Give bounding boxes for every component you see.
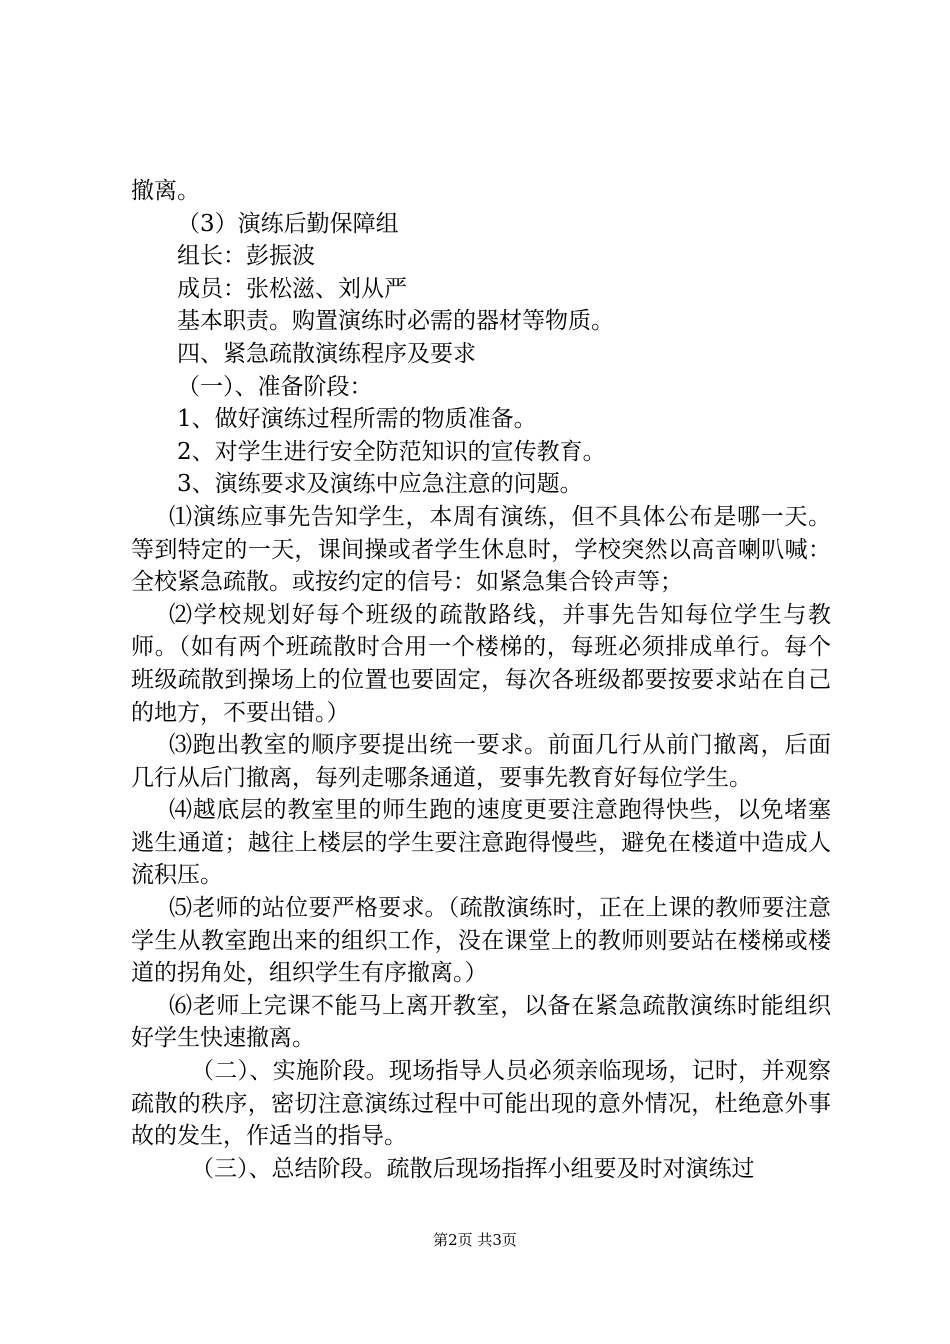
requirement-5: ⑸老师的站位要严格要求。（疏散演练时，正在上课的教师要注意学生从教室跑出来的组织工作，没在课堂上的教师则要站在楼梯或楼道的拐角处，组织学生有序撤离。）: [131, 895, 831, 987]
requirement-1: ⑴演练应事先告知学生，本周有演练，但不具体公布是哪一天。等到特定的一天，课间操或者学生休息时，学校突然以高音喇叭喊：全校紧急疏散。或按约定的信号：如紧急集合铃声等；: [131, 503, 831, 596]
paragraph-logistics-group-heading: （3）演练后勤保障组: [177, 210, 399, 237]
paragraph-continuation: 撤离。: [131, 178, 200, 204]
list-item-2: 2、对学生进行安全防范知识的宣传教育。: [177, 438, 606, 465]
paragraph-group-leader: 组长：彭振波: [177, 243, 315, 270]
paragraph-group-members: 成员：张松滋、刘从严: [177, 275, 407, 302]
requirement-4: ⑷越底层的教室里的师生跑的速度更要注意跑得快些，以免堵塞逃生通道；越往上楼层的学生要注意跑得慢些，避免在楼道中造成人流积压。: [131, 797, 831, 889]
paragraph-basic-duties: 基本职责。购置演练时必需的器材等物质。: [177, 308, 614, 335]
section-heading-four: 四、紧急疏散演练程序及要求: [177, 340, 476, 367]
requirement-6: ⑹老师上完课不能马上离开教室，以备在紧急疏散演练时能组织好学生快速撤离。: [131, 992, 831, 1052]
list-item-3: 3、演练要求及演练中应急注意的问题。: [177, 471, 583, 498]
page-number: 第2页 共3页: [433, 1231, 517, 1249]
subsection-summary: （三）、总结阶段。疏散后现场指挥小组要及时对演练过: [191, 1155, 755, 1182]
requirement-3: ⑶跑出教室的顺序要提出统一要求。前面几行从前门撤离，后面几行从后门撤离，每列走哪条通道，要事先教育好每位学生。: [131, 732, 831, 791]
requirement-2: ⑵学校规划好每个班级的疏散路线，并事先告知每位学生与教师。（如有两个班疏散时合用一个楼梯的，每班必须排成单行。每个班级疏散到操场上的位置也要固定，每次各班级都要按要求站在自己的地方，不要出错。）: [131, 601, 831, 726]
subsection-implementation: （二）、实施阶段。现场指导人员必须亲临现场，记时，并观察疏散的秩序，密切注意演练过程中可能出现的意外情况，杜绝意外事故的发生，作适当的指导。: [131, 1058, 831, 1150]
document-body: [131, 175, 831, 1185]
page-footer: [0, 1230, 950, 1250]
list-item-1: 1、做好演练过程所需的物质准备。: [177, 406, 537, 433]
subsection-preparation: （一）、准备阶段：: [177, 373, 373, 400]
